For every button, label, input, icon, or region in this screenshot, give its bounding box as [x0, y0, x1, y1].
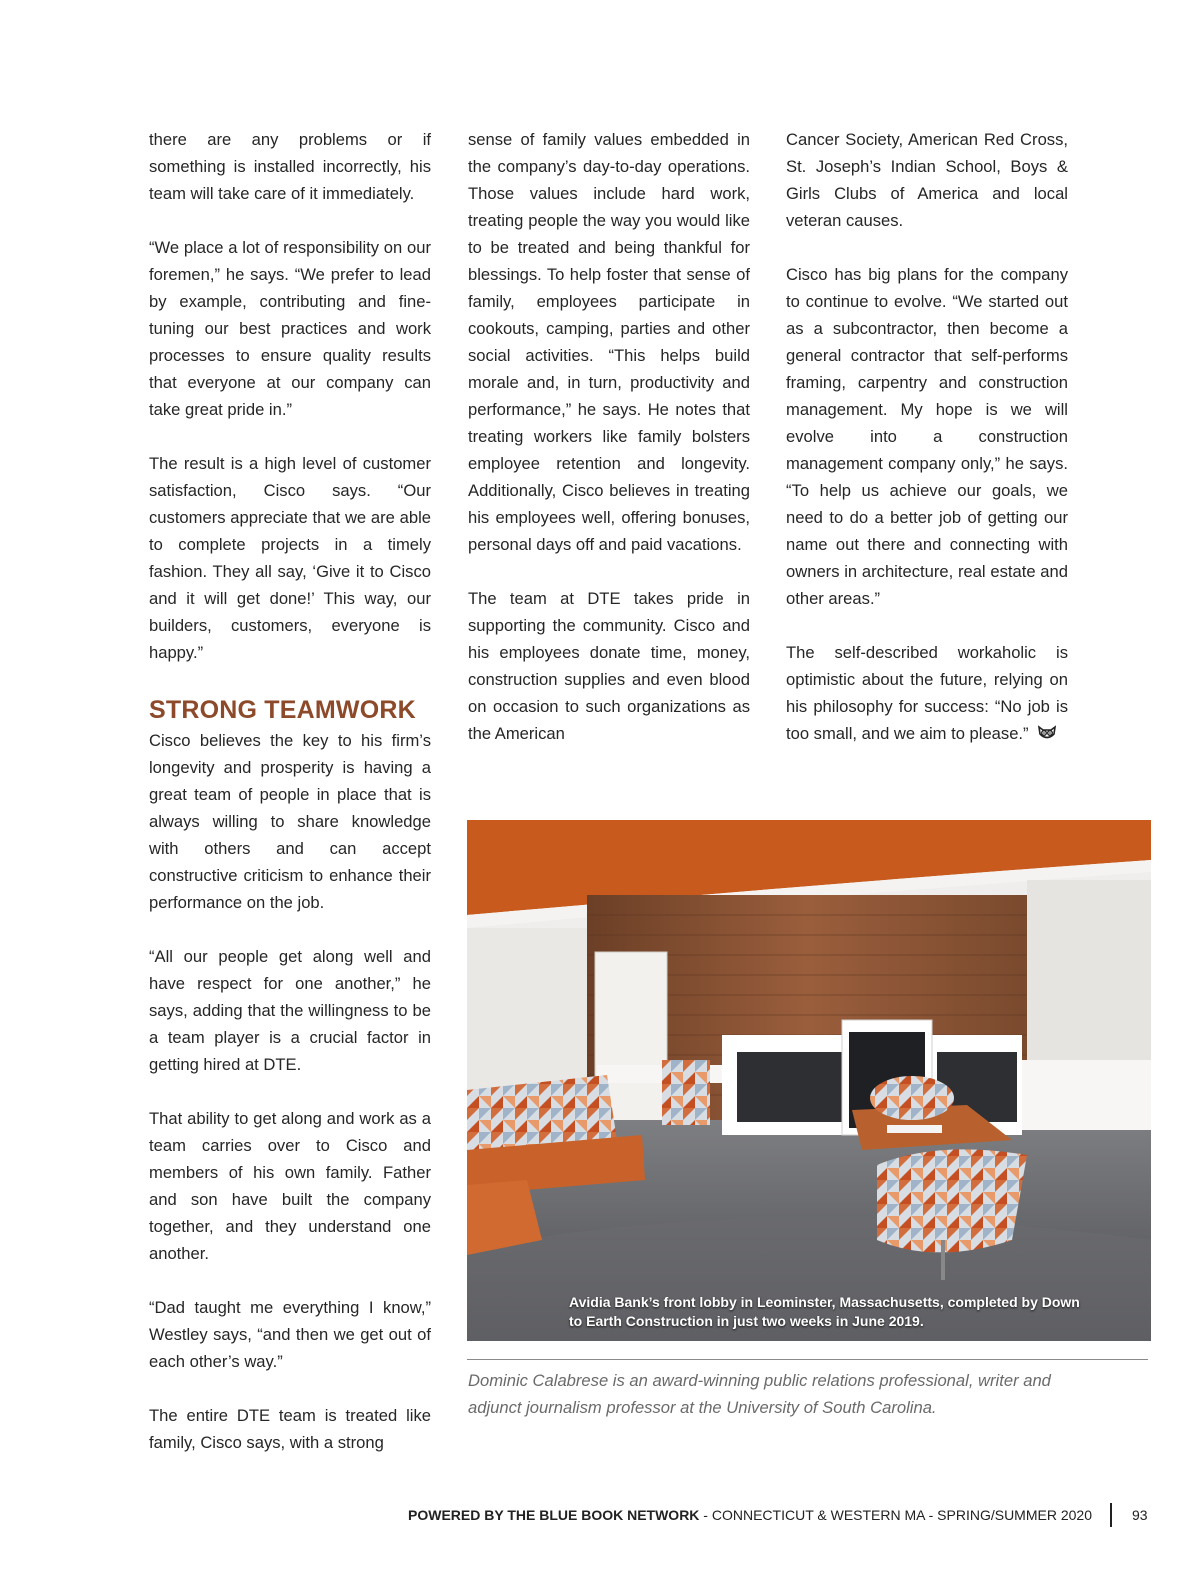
body-paragraph: The result is a high level of customer satisfaction, Cisco says. “Our customers appreciate that we are able to complete projects in a timely fashion. They all say, ‘Give it to Cisco and it will get done!’ This way, our builders, customers, everyone is happy.” — [149, 454, 431, 662]
page-number: 93 — [1132, 1507, 1148, 1523]
article-column-1 — [149, 126, 431, 1456]
body-paragraph: sense of family values embedded in the company’s day-to-day operations. Those values include hard work, treating people the way you would like to be treated and being thankful for blessings. To help foster that sense of family, employees participate in cookouts, camping, parties and other social activities. “This helps build morale and, in turn, productivity and performance,” he says. He notes that treating workers like family bolsters employee retention and longevity. Additionally, Cisco believes in treating his employees well, offering bonuses, personal days off and paid vacations. — [468, 130, 750, 554]
article-column-2 — [468, 126, 750, 747]
footer-brand: POWERED BY THE BLUE BOOK NETWORK — [408, 1507, 700, 1523]
body-paragraph: Cisco believes the key to his firm’s longevity and prosperity is having a great team of people in place that is always willing to share knowledge with others and can accept constructive criticism to enhance their performance on the job. — [149, 731, 431, 912]
body-paragraph: That ability to get along and work as a team carries over to Cisco and members of his own family. Father and son have built the company together, and they understand one another. — [149, 1109, 431, 1263]
section-subhead: STRONG TEAMWORK — [149, 696, 416, 724]
footer-edition: - CONNECTICUT & WESTERN MA - SPRING/SUMMER 2020 — [699, 1507, 1092, 1523]
body-paragraph: The entire DTE team is treated like family, Cisco says, with a strong — [149, 1406, 431, 1452]
body-paragraph-final — [786, 639, 1068, 749]
body-paragraph: The team at DTE takes pride in supporting the community. Cisco and his employees donate time, money, construction supplies and even blood on occasion to such organizations as the American — [468, 589, 750, 743]
final-paragraph-text: The self-described workaholic is optimistic about the future, relying on his philosophy for success: “No job is too small, and we aim to please.” — [786, 643, 1068, 743]
owl-icon — [1037, 722, 1057, 749]
body-paragraph: “Dad taught me everything I know,” Westley says, “and then we get out of each other’s way.” — [149, 1298, 431, 1371]
footer-divider — [1110, 1503, 1112, 1527]
photo-caption: Avidia Bank’s front lobby in Leominster, Massachusetts, completed by Down to Earth Construction in just two weeks in June 2019. — [569, 1294, 1080, 1329]
page-footer — [408, 1504, 1092, 1526]
article-column-3 — [786, 126, 1068, 749]
body-paragraph: “We place a lot of responsibility on our foremen,” he says. “We prefer to lead by example, contributing and fine-tuning our best practices and work processes to ensure quality results that everyone at our company can take great pride in.” — [149, 238, 431, 419]
body-paragraph: “All our people get along well and have respect for one another,” he says, adding that the willingness to be a team player is a crucial factor in getting hired at DTE. — [149, 947, 431, 1074]
author-byline: Dominic Calabrese is an award-winning public relations professional, writer and adjunct journalism professor at the University of South Carolina. — [468, 1371, 1051, 1417]
lobby-photo — [467, 820, 1151, 1341]
body-paragraph: there are any problems or if something is installed incorrectly, his team will take care of it immediately. — [149, 130, 431, 203]
body-paragraph: Cisco has big plans for the company to continue to evolve. “We started out as a subcontractor, then become a general contractor that self-performs framing, carpentry and construction management. My hope is we will evolve into a construction management company only,” he says. “To help us achieve our goals, we need to do a better job of getting our name out there and connecting with owners in architecture, real estate and other areas.” — [786, 265, 1068, 608]
lobby-illustration — [467, 820, 1151, 1341]
body-paragraph: Cancer Society, American Red Cross, St. Joseph’s Indian School, Boys & Girls Clubs of America and local veteran causes. — [786, 130, 1068, 230]
byline-divider — [467, 1359, 1148, 1360]
